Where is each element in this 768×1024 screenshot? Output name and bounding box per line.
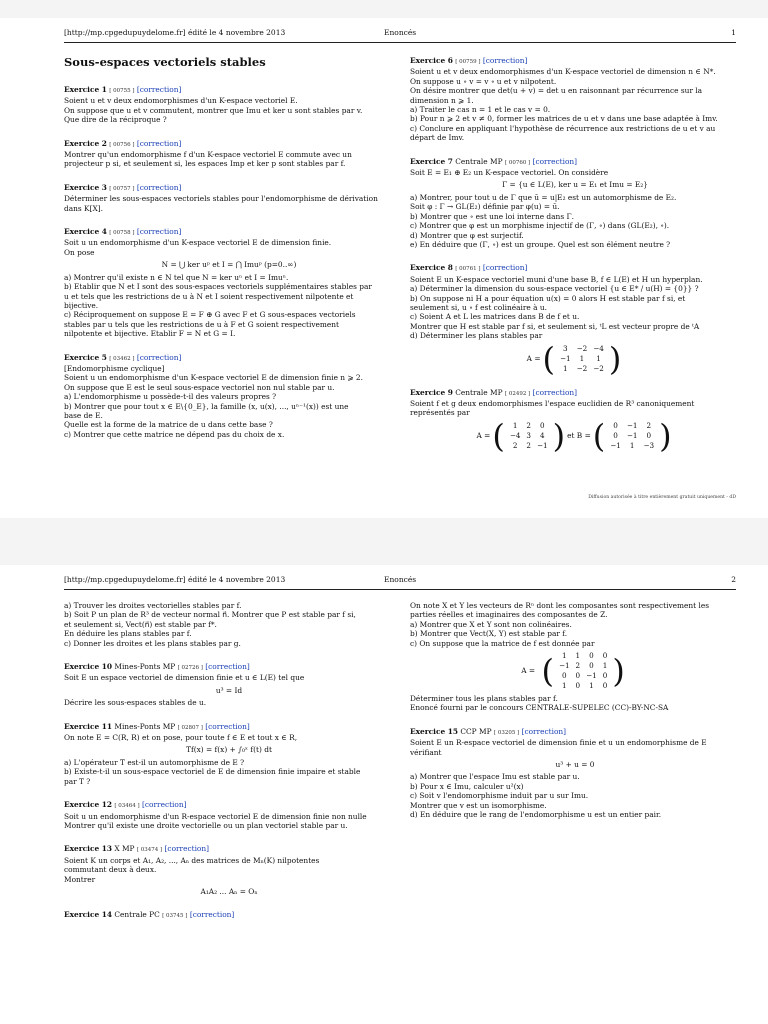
exercise-code: [ 03464 ] [114, 803, 140, 810]
matrix-cell: 0 [613, 431, 618, 441]
page-header [64, 575, 736, 590]
matrix-table [557, 344, 607, 374]
matrix-bracket-left: ( [542, 339, 556, 378]
correction-link[interactable]: [correction] [482, 56, 528, 65]
exercise-heading [410, 56, 740, 67]
exercise-label: Exercice 13 [64, 844, 113, 854]
text-line: c) Conclure en appliquant l'hypothèse de récurrence aux restrictions de u et v au [410, 123, 716, 133]
exercise-label: Exercice 11 [64, 721, 113, 731]
matrix-block [410, 651, 740, 691]
matrix-label: A = [526, 353, 541, 363]
exercise-code: [ 02807 ] [177, 724, 203, 731]
text-line: nilpotente et bijective. Etablir F = N et G = I. [64, 329, 236, 339]
matrix-cell: 1 [602, 661, 608, 671]
matrix-body [557, 344, 607, 374]
text-line: a) Traiter le cas n = 1 et le cas v = 0. [410, 105, 551, 115]
text-line: Montrer que H est stable par f si, et seulement si, ᵗL est vecteur propre de ᵗA [410, 321, 700, 331]
text-line: b) Montrer que Vect(X, Y) est stable par f. [410, 629, 568, 639]
text-line: b) Soit P un plan de R³ de vecteur normal n⃗. Montrer que P est stable par f si, [64, 610, 356, 620]
matrix-cell: 0 [602, 681, 608, 691]
text-line: dans K[X]. [64, 203, 103, 213]
formula: u³ = Id [215, 685, 243, 695]
text-line: Soit u un endomorphisme d'un K-espace vectoriel E de dimension finie. [64, 238, 332, 248]
exercise-heading [64, 662, 394, 673]
text-line: stables par u tels que les restrictions de u à F et G soient respectivement [64, 319, 339, 329]
matrix-cell: 4 [540, 431, 545, 441]
text-line: b) Pour n ⩾ 2 et v ≠ 0, former les matrices de u et v dans une base adaptée à Imv. [410, 114, 718, 124]
matrix-cell: −3 [643, 441, 655, 451]
exercise-block [64, 353, 394, 440]
matrix-cell: −1 [626, 431, 638, 441]
text-line: seulement si, u ∘ f est colinéaire à u. [410, 302, 547, 312]
text-line: c) Donner les droites et les plans stables par g. [64, 638, 241, 648]
text-line: c) On suppose que la matrice de f est donnée par [410, 638, 595, 648]
exercise-code: [ 03474 ] [136, 847, 163, 854]
header-section: Enoncés [384, 28, 417, 37]
right-column [410, 56, 740, 465]
text-line: parties réelles et imaginaires des composantes de Z. [410, 610, 608, 620]
exercise-heading [64, 353, 394, 364]
text-line: Décrire les sous-espaces stables de u. [64, 698, 207, 708]
matrix-cell: 1 [563, 363, 568, 373]
exercise-heading [64, 139, 394, 150]
text-line: a) Montrer que l'espace Imu est stable par u. [410, 772, 580, 782]
matrix-bracket-right: ) [612, 652, 625, 691]
matrix-label: A = [521, 666, 536, 676]
text-line: Soient K un corps et A₁, A₂, ..., Aₙ des matrices de Mₙ(K) nilpotentes [64, 855, 320, 865]
matrix-cell: −1 [558, 661, 570, 671]
matrix-cell: 2 [575, 661, 581, 671]
matrix-cell: 2 [526, 441, 531, 451]
text-line: On suppose u ∘ v = v ∘ u et v nilpotent. [410, 76, 557, 86]
text-line: Soit u un endomorphisme d'un R-espace vectoriel E de dimension finie non nulle [64, 811, 367, 821]
exercise-label: Exercice 7 [410, 156, 453, 166]
text-line: On pose [64, 247, 95, 257]
text-line: d) En déduire que le rang de l'endomorphisme u est un entier pair. [410, 810, 662, 820]
exercise-block [64, 662, 394, 708]
correction-link[interactable]: [correction] [532, 156, 578, 166]
matrix-cell: 2 [526, 421, 531, 431]
matrix-cell: −1 [626, 421, 638, 431]
text-line: dimension n ⩾ 1. [410, 95, 474, 105]
matrix-cell: 0 [540, 421, 545, 431]
text-line: b) Etablir que N et I sont des sous-espaces vectoriels supplémentaires stables par [64, 282, 372, 292]
page-1 [0, 18, 768, 518]
exercise-block [64, 227, 394, 338]
text-line: base de E. [64, 410, 103, 420]
exercise-source: Mines-Ponts MP [114, 662, 176, 672]
text-line: On désire montrer que det(u + v) = det u en raisonnant par récurrence sur la [410, 86, 703, 96]
matrix-cell: −2 [576, 363, 588, 373]
text-line: c) Soit v l'endomorphisme induit par u sur Imu. [410, 791, 589, 801]
text-line: e) En déduire que (Γ, ∘) est un groupe. Quel est son élément neutre ? [410, 239, 671, 249]
exercise-code: [ 03745 ] [162, 913, 188, 920]
formula: u³ + u = 0 [555, 760, 595, 770]
text-line: c) Montrer que cette matrice ne dépend pas du choix de x. [64, 429, 285, 439]
matrix-body [507, 421, 551, 451]
exercise-block [410, 727, 740, 820]
matrix-cell: 0 [589, 651, 594, 661]
formula: Γ = {u ∈ L(E), ker u = E₁ et Imu = E₂} [502, 180, 648, 190]
page-title: Sous-espaces vectoriels stables [64, 55, 266, 69]
header-url[interactable]: [http://mp.cpgedupuydelome.fr] édité le 4 novembre 2013 [64, 575, 286, 584]
exercise-block [64, 910, 394, 921]
matrix-label: A = [476, 430, 491, 440]
matrix-cell: 1 [512, 421, 518, 431]
exercise-block [410, 56, 740, 143]
header-url[interactable]: [http://mp.cpgedupuydelome.fr] édité le 4 novembre 2013 [64, 28, 286, 37]
matrix-bracket-left: ( [541, 652, 554, 691]
matrix-block [410, 339, 740, 378]
matrix-body [556, 651, 610, 691]
exercise-heading [410, 727, 740, 738]
matrix-cell: 1 [575, 651, 581, 661]
text-line: Montrer [64, 874, 96, 884]
correction-link[interactable]: [correction] [205, 662, 250, 672]
text-line: Enoncé fourni par le concours CENTRALE-SUPELEC (CC)-BY-NC-SA [410, 703, 669, 713]
exercise-code: [ 00761 ] [455, 266, 481, 273]
text-line: Soient E un K-espace vectoriel muni d'une base B, f ∈ L(E) et H un hyperplan. [410, 274, 703, 284]
text-line: vérifiant [410, 747, 442, 757]
correction-link[interactable]: [correction] [482, 263, 528, 273]
text-line: Que dire de la réciproque ? [64, 115, 167, 125]
text-line: On note E = C(R, R) et on pose, pour toute f ∈ E et tout x ∈ R, [64, 733, 298, 743]
exercise-block [64, 844, 394, 896]
matrix-a [539, 651, 626, 691]
correction-link[interactable]: [correction] [136, 85, 182, 94]
text-line: commutant deux à deux. [64, 865, 157, 875]
exercise-source: Centrale MP [455, 156, 503, 166]
left-column [64, 601, 394, 936]
matrix-cell: −2 [593, 363, 604, 373]
exercise-label: Exercice 2 [64, 138, 107, 148]
matrix-cell: 0 [575, 671, 581, 681]
exercise-code: [ 00760 ] [504, 159, 531, 166]
matrix-cell: 1 [629, 441, 635, 451]
matrix-cell: 0 [613, 421, 618, 431]
correction-link[interactable]: [correction] [189, 910, 235, 920]
matrix-a [542, 339, 622, 378]
text-line: et seulement si, Vect(n⃗) est stable par f*. [64, 619, 217, 629]
correction-link[interactable]: [correction] [136, 227, 182, 237]
correction-link[interactable]: [correction] [142, 800, 187, 810]
text-line: a) Trouver les droites vectorielles stables par f. [64, 601, 242, 610]
text-line: En déduire les plans stables par f. [64, 629, 192, 639]
exercise-block [64, 800, 394, 830]
text-line: [Endomorphisme cyclique] [64, 363, 165, 373]
exercise-code: [ 00759 ] [455, 59, 481, 65]
matrix-cell: 1 [596, 353, 601, 363]
text-line: a) L'opérateur T est-il un automorphisme de E ? [64, 757, 245, 767]
exercise-heading [410, 263, 740, 274]
header-page-number: 2 [731, 575, 736, 584]
text-line: bijective. [64, 300, 99, 310]
right-column [410, 601, 740, 834]
exercise-source: Centrale MP [455, 387, 503, 397]
text-line: b) Montrer que ∘ est une loi interne dans Γ. [410, 211, 574, 221]
exercise-label: Exercice 8 [410, 263, 453, 273]
text-line: projecteur p si, et seulement si, les espaces Imp et ker p sont stables par f. [64, 159, 346, 169]
exercise-heading [64, 910, 394, 921]
exercise-heading [410, 388, 740, 399]
text-line: Déterminer tous les plans stables par f. [410, 694, 558, 704]
matrix-cell: 1 [561, 681, 567, 691]
exercise-source: Centrale PC [114, 910, 160, 920]
matrix-cell: −1 [537, 441, 548, 451]
exercise-label: Exercice 6 [410, 56, 453, 65]
exercise-source: X MP [114, 844, 135, 854]
exercise-block [64, 139, 394, 169]
exercise-label: Exercice 5 [64, 352, 107, 362]
formula: N = ⋃ ker uᵖ et I = ⋂ Imuᵖ (p=0..∞) [161, 260, 297, 270]
matrix-b [592, 416, 672, 455]
matrix-cell: 0 [646, 431, 652, 441]
correction-link[interactable]: [correction] [136, 352, 182, 362]
exercise-heading [64, 800, 394, 811]
exercise-code: [ 03205 ] [493, 729, 520, 736]
matrix-cell: 0 [575, 681, 581, 691]
exercise-block [64, 183, 394, 213]
page-header [64, 28, 736, 43]
exercise-heading [64, 844, 394, 855]
text-line: Montrer qu'un endomorphisme f d'un K-espace vectoriel E commute avec un [64, 150, 352, 160]
exercise-code: [ 00756 ] [109, 141, 135, 148]
exercise-source: Mines-Ponts MP [114, 721, 176, 731]
exercise-code: [ 02726 ] [177, 665, 203, 672]
matrix-bracket-left: ( [492, 416, 505, 455]
footer-note: Diffusion autorisée à titre entièrement gratuit uniquement - dD [588, 495, 736, 500]
exercise-heading [410, 157, 740, 168]
exercise-label: Exercice 12 [64, 800, 113, 810]
exercise-source: CCP MP [460, 726, 492, 736]
matrix-bracket-right: ) [608, 339, 622, 378]
text-line: Soit E = E₁ ⊕ E₂ un K-espace vectoriel. On considère [410, 168, 609, 178]
page-2 [0, 565, 768, 1024]
header-page-number: 1 [731, 28, 736, 37]
matrix-table [507, 421, 551, 451]
text-line: c) Soient A et L les matrices dans B de f et u. [410, 312, 580, 322]
correction-link[interactable]: [correction] [205, 721, 250, 731]
correction-link[interactable]: [correction] [136, 138, 182, 148]
exercise-heading [64, 85, 394, 96]
matrix-cell: 1 [589, 681, 594, 691]
exercise-label: Exercice 15 [410, 726, 459, 736]
exercise-block [64, 722, 394, 786]
text-line: Soient u un endomorphisme d'un K-espace vectoriel E de dimension finie n ⩾ 2. [64, 373, 363, 383]
matrix-bracket-left: ( [592, 416, 606, 455]
matrix-cell: −4 [509, 431, 521, 441]
matrix-cell: 3 [563, 343, 568, 353]
matrix-table [607, 421, 657, 451]
text-line: Soient E un R-espace vectoriel de dimension finie et u un endomorphisme de E [410, 738, 707, 748]
matrix-block [410, 416, 740, 455]
text-line: Montrer que v est un isomorphisme. [410, 800, 547, 810]
text-line: Soient u et v deux endomorphismes d'un K-espace vectoriel de dimension n ∈ N*. [410, 67, 716, 77]
matrix-label: et B = [567, 430, 591, 440]
exercise-heading [64, 183, 394, 194]
text-line: d) Déterminer les plans stables par [410, 331, 543, 341]
exercise-label: Exercice 4 [64, 227, 107, 237]
text-line: On note X et Y les vecteurs de Rⁿ dont les composantes sont respectivement les [410, 601, 710, 610]
matrix-table [556, 651, 610, 691]
matrix-cell: −2 [576, 343, 588, 353]
text-line: Quelle est la forme de la matrice de u dans cette base ? [64, 420, 273, 430]
matrix-cell: −1 [610, 441, 621, 451]
matrix-cell: 0 [589, 661, 594, 671]
correction-link[interactable]: [correction] [136, 182, 182, 192]
text-line: départ de Imv. [410, 133, 465, 143]
matrix-4x4 [541, 651, 624, 691]
exercise-code: [ 00755 ] [109, 88, 135, 94]
exercise-block [64, 85, 394, 125]
formula: Tf(x) = f(x) + ∫₀ˣ f(t) dt [186, 745, 272, 755]
exercise-label: Exercice 1 [64, 85, 107, 94]
text-line: Soit E un espace vectoriel de dimension finie et u ∈ L(E) tel que [64, 673, 305, 683]
text-line: On suppose que E est le seul sous-espace vectoriel non nul stable par u. [64, 382, 335, 392]
exercise-label: Exercice 9 [410, 387, 453, 397]
matrix-cell: 3 [526, 431, 531, 441]
exercise-code: [ 00758 ] [109, 230, 135, 237]
exercise-block [410, 157, 740, 250]
text-line: a) Montrer qu'il existe n ∈ N tel que N = ker uⁿ et I = Imuⁿ. [64, 272, 289, 282]
matrix-cell: 0 [561, 671, 567, 681]
left-column [64, 56, 394, 453]
matrix-cell: 0 [602, 671, 608, 681]
exercise-code: [ 00757 ] [109, 185, 135, 192]
header-section: Enoncés [384, 575, 417, 584]
text-line: a) L'endomorphisme u possède-t-il des valeurs propres ? [64, 392, 277, 402]
matrix-bracket-right: ) [659, 416, 672, 455]
text-line: représentés par [410, 408, 470, 418]
exercise-code: [ 02492 ] [504, 390, 531, 397]
matrix-cell: 1 [579, 353, 585, 363]
text-line: b) Pour x ∈ Imu, calculer u²(x) [410, 781, 524, 791]
exercise-label: Exercice 14 [64, 910, 113, 920]
text-line: b) Existe-t-il un sous-espace vectoriel de E de dimension finie impaire et stable [64, 767, 361, 777]
matrix-cell: 1 [561, 651, 567, 661]
text-line: c) Montrer que φ est un morphisme injectif de (Γ, ∘) dans (GL(E₂), ∘). [410, 221, 670, 231]
matrix-cell: 0 [602, 651, 608, 661]
text-line: Soit φ : Γ → GL(E₂) définie par φ(u) = ū. [410, 202, 560, 212]
text-line: d) Montrer que φ est surjectif. [410, 230, 524, 240]
matrix-cell: 2 [512, 441, 518, 451]
matrix-cell: −4 [593, 343, 604, 353]
text-line: a) Montrer que X et Y sont non colinéaires. [410, 619, 572, 629]
matrix-a [492, 416, 566, 455]
text-line: On suppose que u et v commutent, montrer que Imu et ker u sont stables par v. [64, 105, 363, 115]
text-line: Montrer qu'il existe une droite vectorielle ou un plan vectoriel stable par u. [64, 820, 348, 830]
matrix-cell: −1 [560, 353, 571, 363]
exercise-label: Exercice 3 [64, 182, 107, 192]
matrix-bracket-right: ) [552, 416, 566, 455]
matrix-body [607, 421, 657, 451]
exercise-heading [64, 227, 394, 238]
text-line: Soient f et g deux endomorphismes l'espace euclidien de R³ canoniquement [410, 398, 695, 408]
matrix-cell: 2 [646, 421, 652, 431]
formula: A₁A₂ ... Aₙ = Oₙ [200, 886, 258, 896]
correction-link[interactable]: [correction] [521, 726, 567, 736]
text-line: b) On suppose ni H a pour équation u(x) = 0 alors H est stable par f si, et [410, 293, 686, 303]
exercise-block [410, 263, 740, 378]
text-line: Soient u et v deux endomorphismes d'un K-espace vectoriel E. [64, 96, 298, 106]
text-line: c) Réciproquement on suppose E = F ⊕ G avec F et G sous-espaces vectoriels [64, 310, 356, 320]
text-line: par T ? [64, 776, 91, 786]
text-line: a) Déterminer la dimension du sous-espace vectoriel {u ∈ E* / u(H) = {0}} ? [410, 284, 699, 294]
text-line: u et tels que les restrictions de u à N et I soient respectivement nilpotente et [64, 291, 354, 301]
text-line: a) Montrer, pour tout u de Γ que ū = u|E₂ est un automorphisme de E₂. [410, 192, 677, 202]
matrix-cell: −1 [586, 671, 597, 681]
exercise-heading [64, 722, 394, 733]
exercise-label: Exercice 10 [64, 662, 113, 672]
correction-link[interactable]: [correction] [532, 387, 578, 397]
exercise-block [410, 387, 740, 455]
text-line: Déterminer les sous-espaces vectoriels stables pour l'endomorphisme de dérivation [64, 194, 378, 204]
correction-link[interactable]: [correction] [164, 844, 210, 854]
exercise-code: [ 03462 ] [109, 355, 135, 362]
text-line: b) Montrer que pour tout x ∈ E\{0_E}, la famille (x, u(x), ..., uⁿ⁻¹(x)) est une [64, 401, 349, 411]
